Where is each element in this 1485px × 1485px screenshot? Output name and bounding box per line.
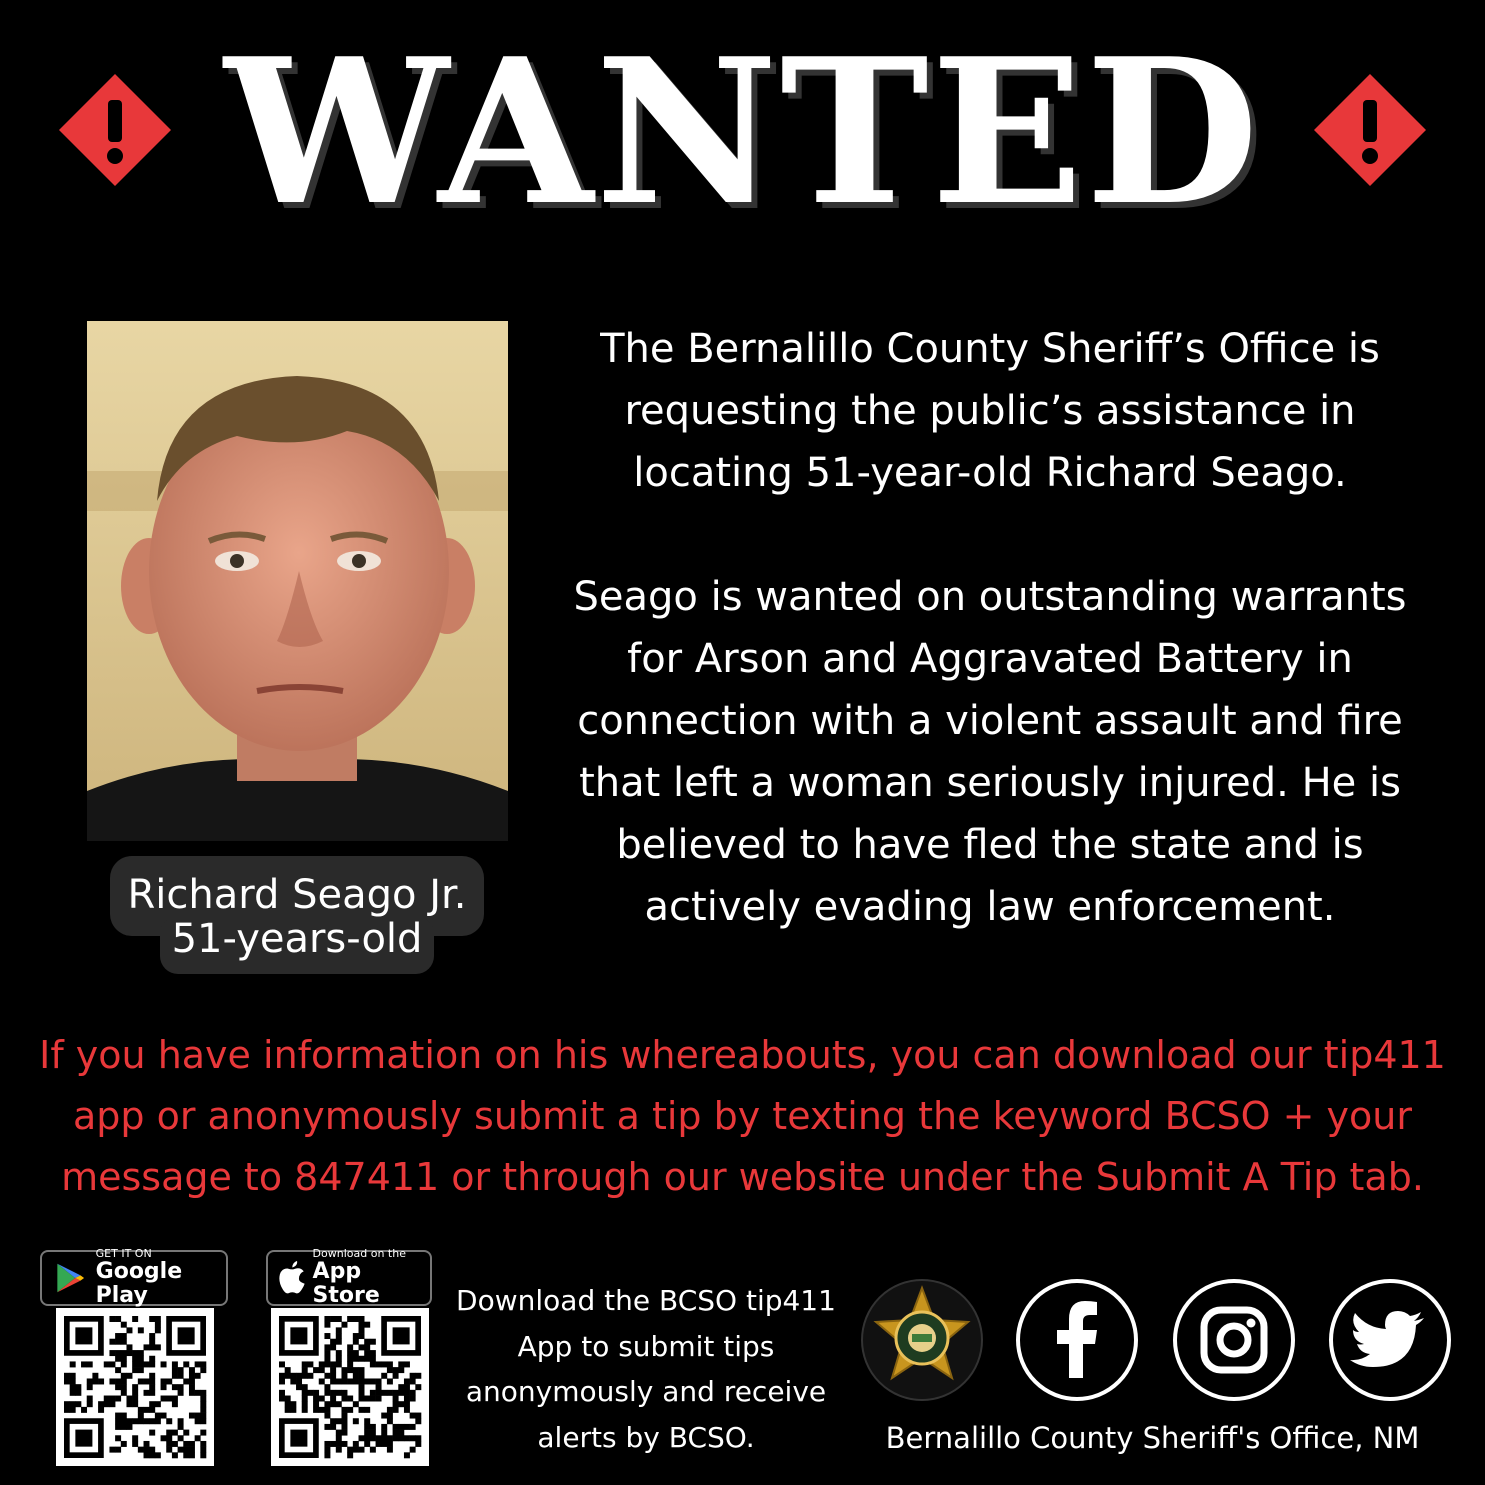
google-play-qr-code <box>56 1308 214 1466</box>
tip-instructions: If you have information on his whereabouts, you can download our tip411 app or anonymously submit a tip by texting the keyword BCSO + your message to 847411 or through our website under the Submit A Tip tab. <box>39 1033 1446 1199</box>
google-play-small-label: GET IT ON <box>95 1247 152 1260</box>
google-play-label: Google Play <box>95 1259 183 1308</box>
description <box>560 318 1420 938</box>
app-store-label: App Store <box>312 1259 380 1308</box>
warning-diamond-icon <box>55 70 175 190</box>
twitter-icon[interactable] <box>1328 1278 1452 1402</box>
app-download-text: Download the BCSO tip411 App to submit tips anonymously and receive alerts by BCSO. <box>456 1284 836 1454</box>
apple-icon <box>278 1260 307 1296</box>
suspect-photo <box>87 321 508 841</box>
description-paragraph: Seago is wanted on outstanding warrants for Arson and Aggravated Battery in connection with a violent assault and fire that left a woman seriously injured. He is believed to have fled the state and is actively evading law enforcement. <box>573 574 1407 930</box>
app-store-qr-code <box>271 1308 429 1466</box>
instagram-icon[interactable] <box>1172 1278 1296 1402</box>
google-play-button[interactable] <box>40 1247 228 1308</box>
google-play-icon <box>52 1258 88 1298</box>
app-store-small-label: Download on the <box>312 1247 406 1260</box>
app-store-button[interactable] <box>266 1247 432 1308</box>
subject-name: Richard Seago Jr. <box>127 872 467 918</box>
description-paragraph: The Bernalillo County Sheriff’s Office is requesting the public’s assistance in locating 51-year-old Richard Seago. <box>600 326 1380 496</box>
facebook-icon[interactable] <box>1015 1278 1139 1402</box>
warning-diamond-icon <box>1310 70 1430 190</box>
page-title: WANTED <box>224 15 1261 250</box>
subject-age: 51-years-old <box>171 916 423 962</box>
organization-name: Bernalillo County Sheriff's Office, NM <box>885 1421 1420 1455</box>
sheriff-badge-logo <box>860 1278 984 1402</box>
